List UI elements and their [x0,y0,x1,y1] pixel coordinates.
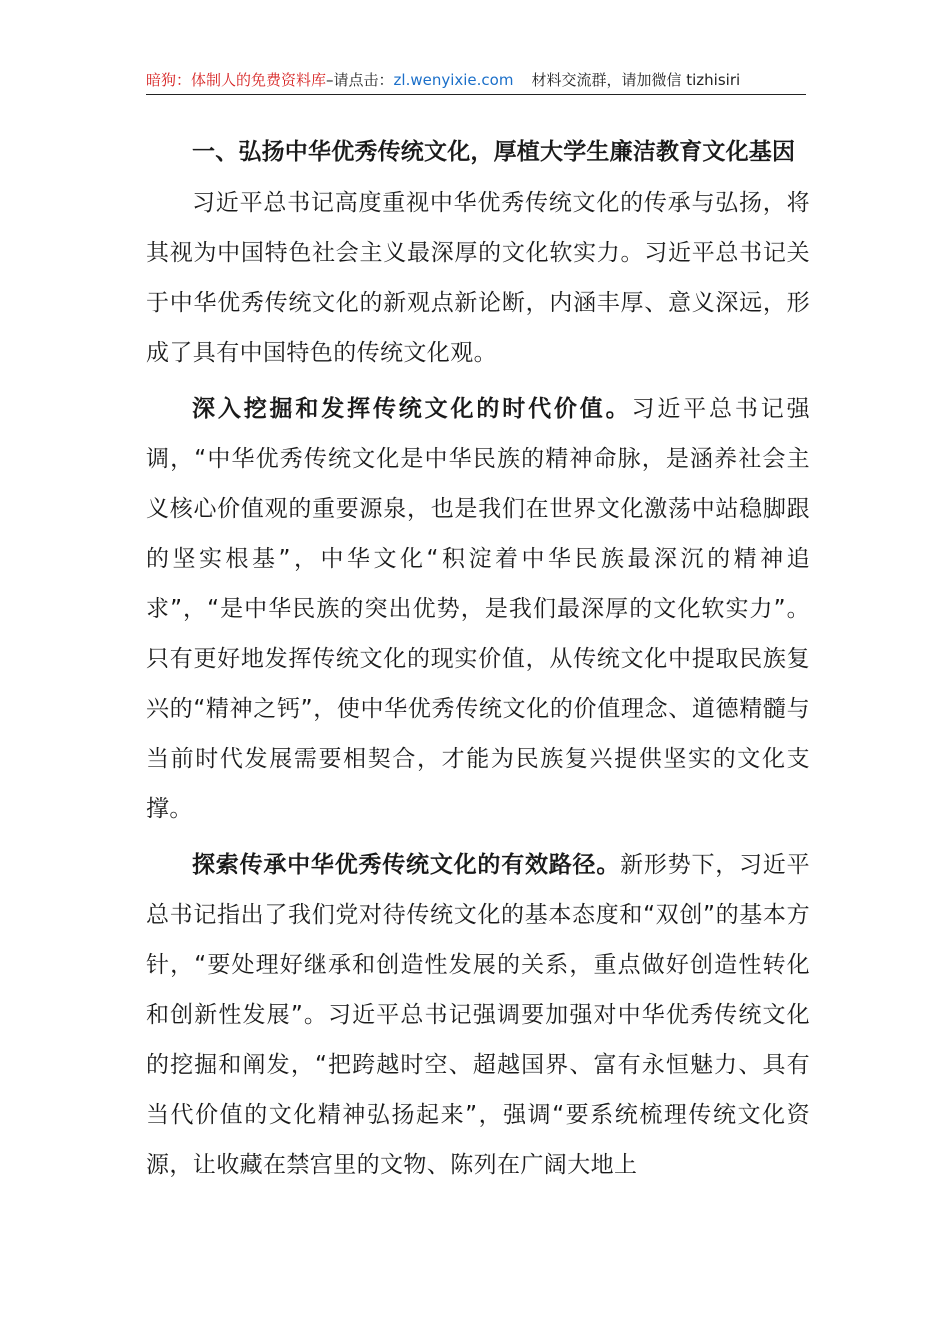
paragraph-3-lead: 探索传承中华优秀传统文化的有效路径。 [192,852,621,878]
header-group-info: 材料交流群，请加微信 tizhisiri [531,71,741,89]
paragraph-2-text: 习近平总书记强调，“中华优秀传统文化是中华民族的精神命脉，是涵养社会主义核心价值观的重要源泉，也是我们在世界文化激荡中站稳脚跟的坚实根基”，中华文化“积淀着中华民族最深沉的精神追求”，“是中华民族的突出优势，是我们最深厚的文化软实力”。只有更好地发挥传统文化的现实价值，从传统文化中提取民族复兴的“精神之钙”，使中华优秀传统文化的价值理念、道德精髓与当前时代发展需要相契合，才能为民族复兴提供坚实的文化支撑。 [146,396,810,822]
page-header [146,68,806,95]
header-click-prompt: –请点击： [326,71,394,89]
header-brand: 暗狗：体制人的免费资料库 [146,71,327,89]
header-link[interactable]: zl.wenyixie.com [393,71,514,89]
paragraph-2-lead: 深入挖掘和发挥传统文化的时代价值。 [192,396,632,422]
document-body [146,132,810,1190]
paragraph-2 [146,384,810,834]
paragraph-3-text: 新形势下，习近平总书记指出了我们党对待传统文化的基本态度和“双创”的基本方针，“要处理好继承和创造性发展的关系，重点做好创造性转化和创新性发展”。习近平总书记强调要加强对中华优秀传统文化的挖掘和阐发，“把跨越时空、超越国界、富有永恒魅力、具有当代价值的文化精神弘扬起来”，强调“要系统梳理传统文化资源，让收藏在禁宫里的文物、陈列在广阔大地上 [146,852,810,1178]
paragraph-3 [146,840,810,1190]
paragraph-1 [146,178,810,378]
paragraph-1-text: 习近平总书记高度重视中华优秀传统文化的传承与弘扬，将其视为中国特色社会主义最深厚的文化软实力。习近平总书记关于中华优秀传统文化的新观点新论断，内涵丰厚、意义深远，形成了具有中国特色的传统文化观。 [146,190,810,366]
section-heading: 一、弘扬中华优秀传统文化，厚植大学生廉洁教育文化基因 [192,139,796,165]
